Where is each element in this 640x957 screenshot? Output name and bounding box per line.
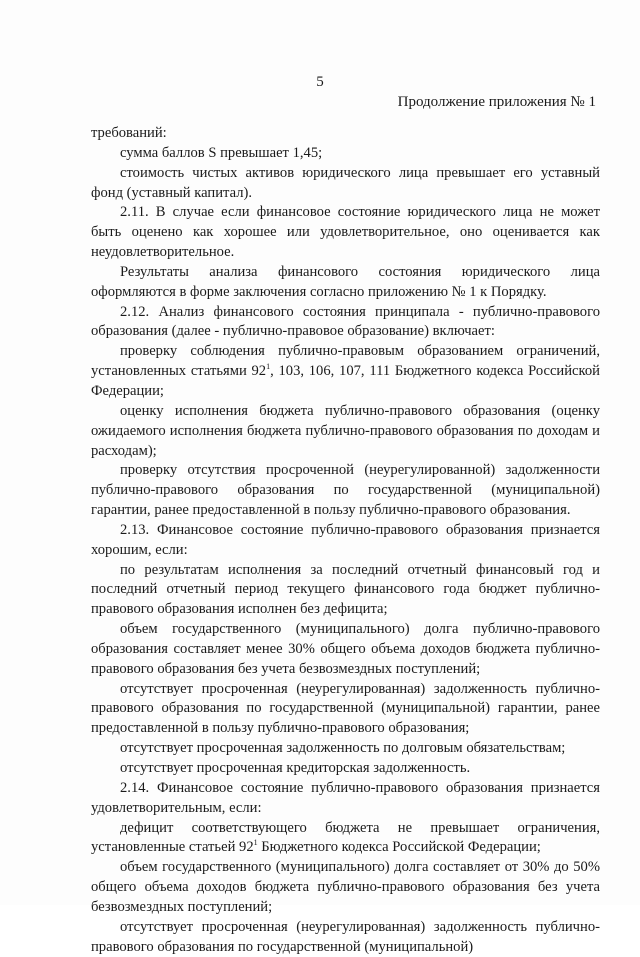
paragraph-text: 2.13. Финансовое состояние публично-правового образования признается хорошим, если: <box>91 521 600 558</box>
paragraph-text: отсутствует просроченная задолженность по долговым обязательствам; <box>120 740 566 757</box>
paragraph-text: отсутствует просроченная (неурегулированная) задолженность публично-правового образования по государственной (муниципальной) гарантии, ранее предоставленной в пользу публично-правового образования; <box>91 680 600 737</box>
paragraph-text: требований: <box>91 125 167 141</box>
paragraph <box>91 680 600 740</box>
paragraph <box>91 402 600 462</box>
paragraph-text: объем государственного (муниципального) долга публично-правового образования составляет менее 30% общего объема доходов бюджета публично-правового образования без учета безвозмездных поступлений; <box>91 621 600 677</box>
paragraph <box>91 461 600 521</box>
paragraph <box>91 303 600 343</box>
paragraph-text: сумма баллов S превышает 1,45; <box>120 144 323 161</box>
paragraph-text: 2.11. В случае если финансовое состояние юридического лица не может быть оценено как хорошее или удовлетворительное, оно оценивается как неудовлетворительное. <box>91 204 600 261</box>
paragraph-text: проверку соблюдения публично-правовым образованием ограничений, установленных статьями 92 <box>91 343 600 380</box>
paragraph-text: по результатам исполнения за последний отчетный финансовый год и последний отчетный период текущего финансового года бюджет публично-правового образования исполнен без дефицита; <box>91 561 600 618</box>
article-superscript: 1 <box>253 838 258 848</box>
paragraph <box>91 124 600 144</box>
paragraph <box>91 342 600 402</box>
paragraph-text: 2.12. Анализ финансового состояния принципала - публично-правового образования (далее - публично-правовое образование) включает: <box>91 303 600 340</box>
paragraph <box>91 144 600 164</box>
paragraph <box>91 918 600 957</box>
paragraph <box>91 203 600 263</box>
appendix-continuation-note: Продолжение приложения № 1 <box>397 94 596 110</box>
paragraph-text: дефицит соответствующего бюджета не превышает ограничения, установленные статьей 92 <box>91 819 600 856</box>
paragraph-text: отсутствует просроченная кредиторская задолженность. <box>120 760 471 776</box>
paragraph <box>91 521 600 561</box>
paragraph-text: Результаты анализа финансового состояния юридического лица оформляются в форме заключения согласно приложению № 1 к Порядку. <box>91 263 600 300</box>
page-number: 5 <box>316 74 324 90</box>
paragraph <box>91 858 600 918</box>
paragraph-text-continued: Бюджетного кодекса Российской Федерации; <box>257 839 541 856</box>
paragraph <box>91 561 600 621</box>
paragraph-text: объем государственного (муниципального) долга составляет от 30% до 50% общего объема доходов бюджета публично-правового образования без учета безвозмездных поступлений; <box>91 859 600 915</box>
paragraph <box>91 263 600 303</box>
document-body <box>91 124 600 957</box>
paragraph <box>91 759 600 779</box>
paragraph-text-continued: , 103, 106, 107, 111 Бюджетного кодекса Российской Федерации; <box>91 363 600 399</box>
paragraph-text: 2.14. Финансовое состояние публично-правового образования признается удовлетворительным, если: <box>91 779 600 816</box>
paragraph-text: отсутствует просроченная (неурегулированная) задолженность публично-правового образования по государственной (муниципальной) <box>91 918 600 955</box>
paragraph-text: оценку исполнения бюджета публично-правового образования (оценку ожидаемого исполнения бюджета публично-правового образования по доходам и расходам); <box>91 402 600 459</box>
paragraph <box>91 164 600 204</box>
paragraph <box>91 819 600 859</box>
paragraph-text: проверку отсутствия просроченной (неурегулированной) задолженности публично-правового образования по государственной (муниципальной) гарантии, ранее предоставленной в пользу публично-правового образования. <box>91 462 600 519</box>
paragraph <box>91 779 600 819</box>
paragraph <box>91 620 600 680</box>
article-superscript: 1 <box>266 362 271 372</box>
paragraph <box>91 739 600 759</box>
paragraph-text: стоимость чистых активов юридического лица превышает его уставный фонд (уставный капитал). <box>91 164 600 201</box>
